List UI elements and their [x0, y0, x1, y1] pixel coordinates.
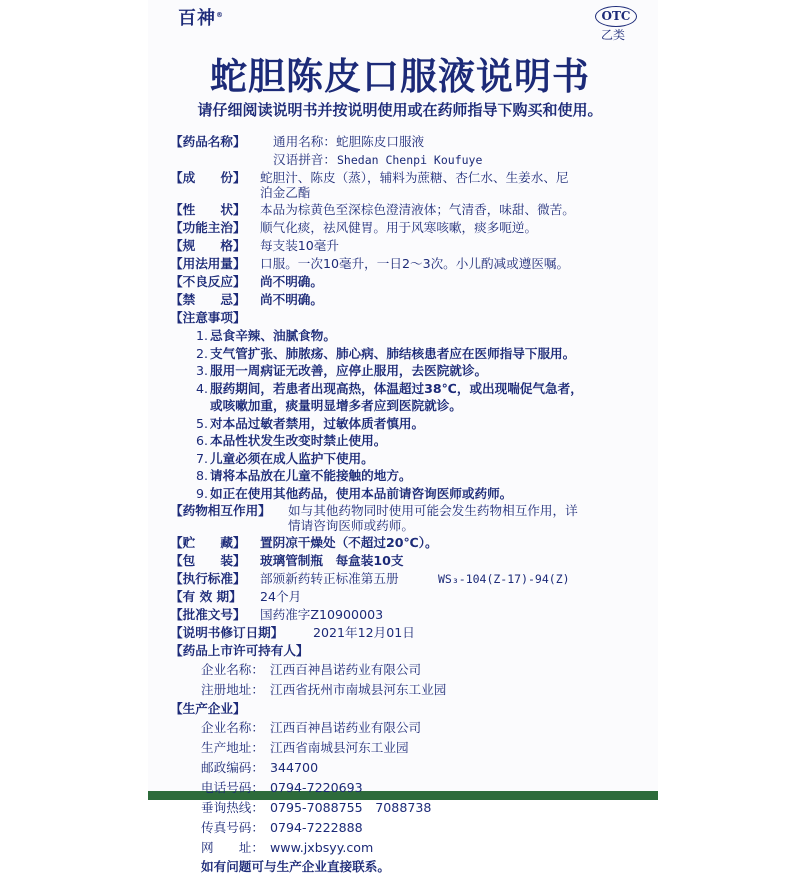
otc-badge: OTC — [595, 6, 637, 27]
pinyin-row: 汉语拼音： Shedan Chenpi Koufuye — [273, 152, 483, 167]
precaution-item: 6. 本品性状发生改变时禁止使用。 — [196, 433, 387, 448]
precaution-item: 2. 支气管扩张、肺脓疡、肺心病、肺结核患者应在医师指导下服用。 — [196, 345, 576, 361]
hotline-number: 垂询热线： 0795-7088755 7088738 — [201, 800, 432, 815]
precaution-item: 4. 服药期间，若患者出现高热，体温超过38℃，或出现喘促气急者， 或咳嗽加重，痰量明显增多者应到医院就诊。 — [196, 380, 583, 413]
validity-row: 【有 效 期】 24个月 — [170, 589, 302, 604]
appearance-row: 【性 状】 本品为棕黄色至深棕色澄清液体；气清香，味甜、微苦。 — [170, 202, 575, 217]
precaution-item: 3. 服用一周病证无改善，应停止服用，去医院就诊。 — [196, 363, 488, 378]
precaution-item: 9. 如正在使用其他药品，使用本品前请咨询医师或药师。 — [196, 485, 513, 501]
page-title: 蛇胆陈皮口服液说明书 — [210, 55, 590, 98]
dosage-row: 【用法用量】 口服。一次10毫升，一日2～3次。小儿酌减或遵医嘱。 — [170, 256, 570, 271]
spec-row: 【规 格】 每支装10毫升 — [170, 238, 339, 253]
precaution-item: 5. 对本品过敏者禁用，过敏体质者慎用。 — [196, 415, 425, 431]
indications-row: 【功能主治】 顺气化痰，祛风健胃。用于风寒咳嗽，痰多呃逆。 — [170, 220, 538, 235]
approval-row: 【批准文号】 国药准字Z10900003 — [170, 607, 384, 622]
holder-address: 注册地址： 江西省抚州市南城县河东工业园 — [201, 682, 447, 697]
zip-code: 邮政编码： 344700 — [201, 760, 319, 775]
maker-heading: 【生产企业】 — [170, 701, 246, 716]
storage-row: 【贮 藏】 置阴凉干燥处（不超过20℃）。 — [170, 535, 438, 550]
precautions-heading: 【注意事项】 — [170, 310, 246, 325]
maker-address: 生产地址： 江西省南城县河东工业园 — [201, 740, 409, 755]
footer-note: 如有问题可与生产企业直接联系。 — [201, 859, 390, 874]
precaution-item: 8. 请将本品放在儿童不能接触的地方。 — [196, 468, 412, 483]
package-row: 【包 装】 玻璃管制瓶 每盒装10支 — [170, 553, 404, 568]
fax-number: 传真号码： 0794-7222888 — [201, 820, 363, 835]
website: 网 址： www.jxbsyy.com — [201, 840, 374, 855]
brand-logo: 百神® — [178, 8, 224, 29]
leaflet-body — [170, 133, 630, 876]
page-subtitle: 请仔细阅读说明书并按说明使用或在药师指导下购买和使用。 — [197, 101, 603, 119]
composition-row: 【成 份】 蛇胆汁、陈皮（蒸），辅料为蔗糖、杏仁水、生姜水、尼 泊金乙酯 — [170, 170, 569, 200]
drug-name-row: 【药品名称】 通用名称：蛇胆陈皮口服液 — [170, 134, 425, 149]
phone-number: 电话号码： 0794-7220693 — [201, 780, 363, 795]
holder-company: 企业名称： 江西百神昌诺药业有限公司 — [201, 662, 422, 677]
precaution-item: 7. 儿童必须在成人监护下使用。 — [196, 450, 374, 466]
holder-heading: 【药品上市许可持有人】 — [170, 643, 309, 658]
otc-class: 乙类 — [601, 28, 626, 42]
standard-row: 【执行标准】 部颁新药转正标准第五册 WS₃-104(Z-17)-94(Z) — [170, 571, 570, 586]
contra-row: 【禁 忌】 尚不明确。 — [170, 292, 323, 307]
precaution-item: 1. 忌食辛辣、油腻食物。 — [196, 328, 336, 343]
revision-row: 【说明书修订日期】 2021年12月01日 — [170, 625, 415, 640]
interaction-row: 【药物相互作用】 如与其他药物同时使用可能会发生药物相互作用，详 情请咨询医师或药师。 — [170, 503, 578, 533]
adverse-row: 【不良反应】 尚不明确。 — [170, 274, 323, 289]
maker-company: 企业名称： 江西百神昌诺药业有限公司 — [201, 720, 422, 735]
